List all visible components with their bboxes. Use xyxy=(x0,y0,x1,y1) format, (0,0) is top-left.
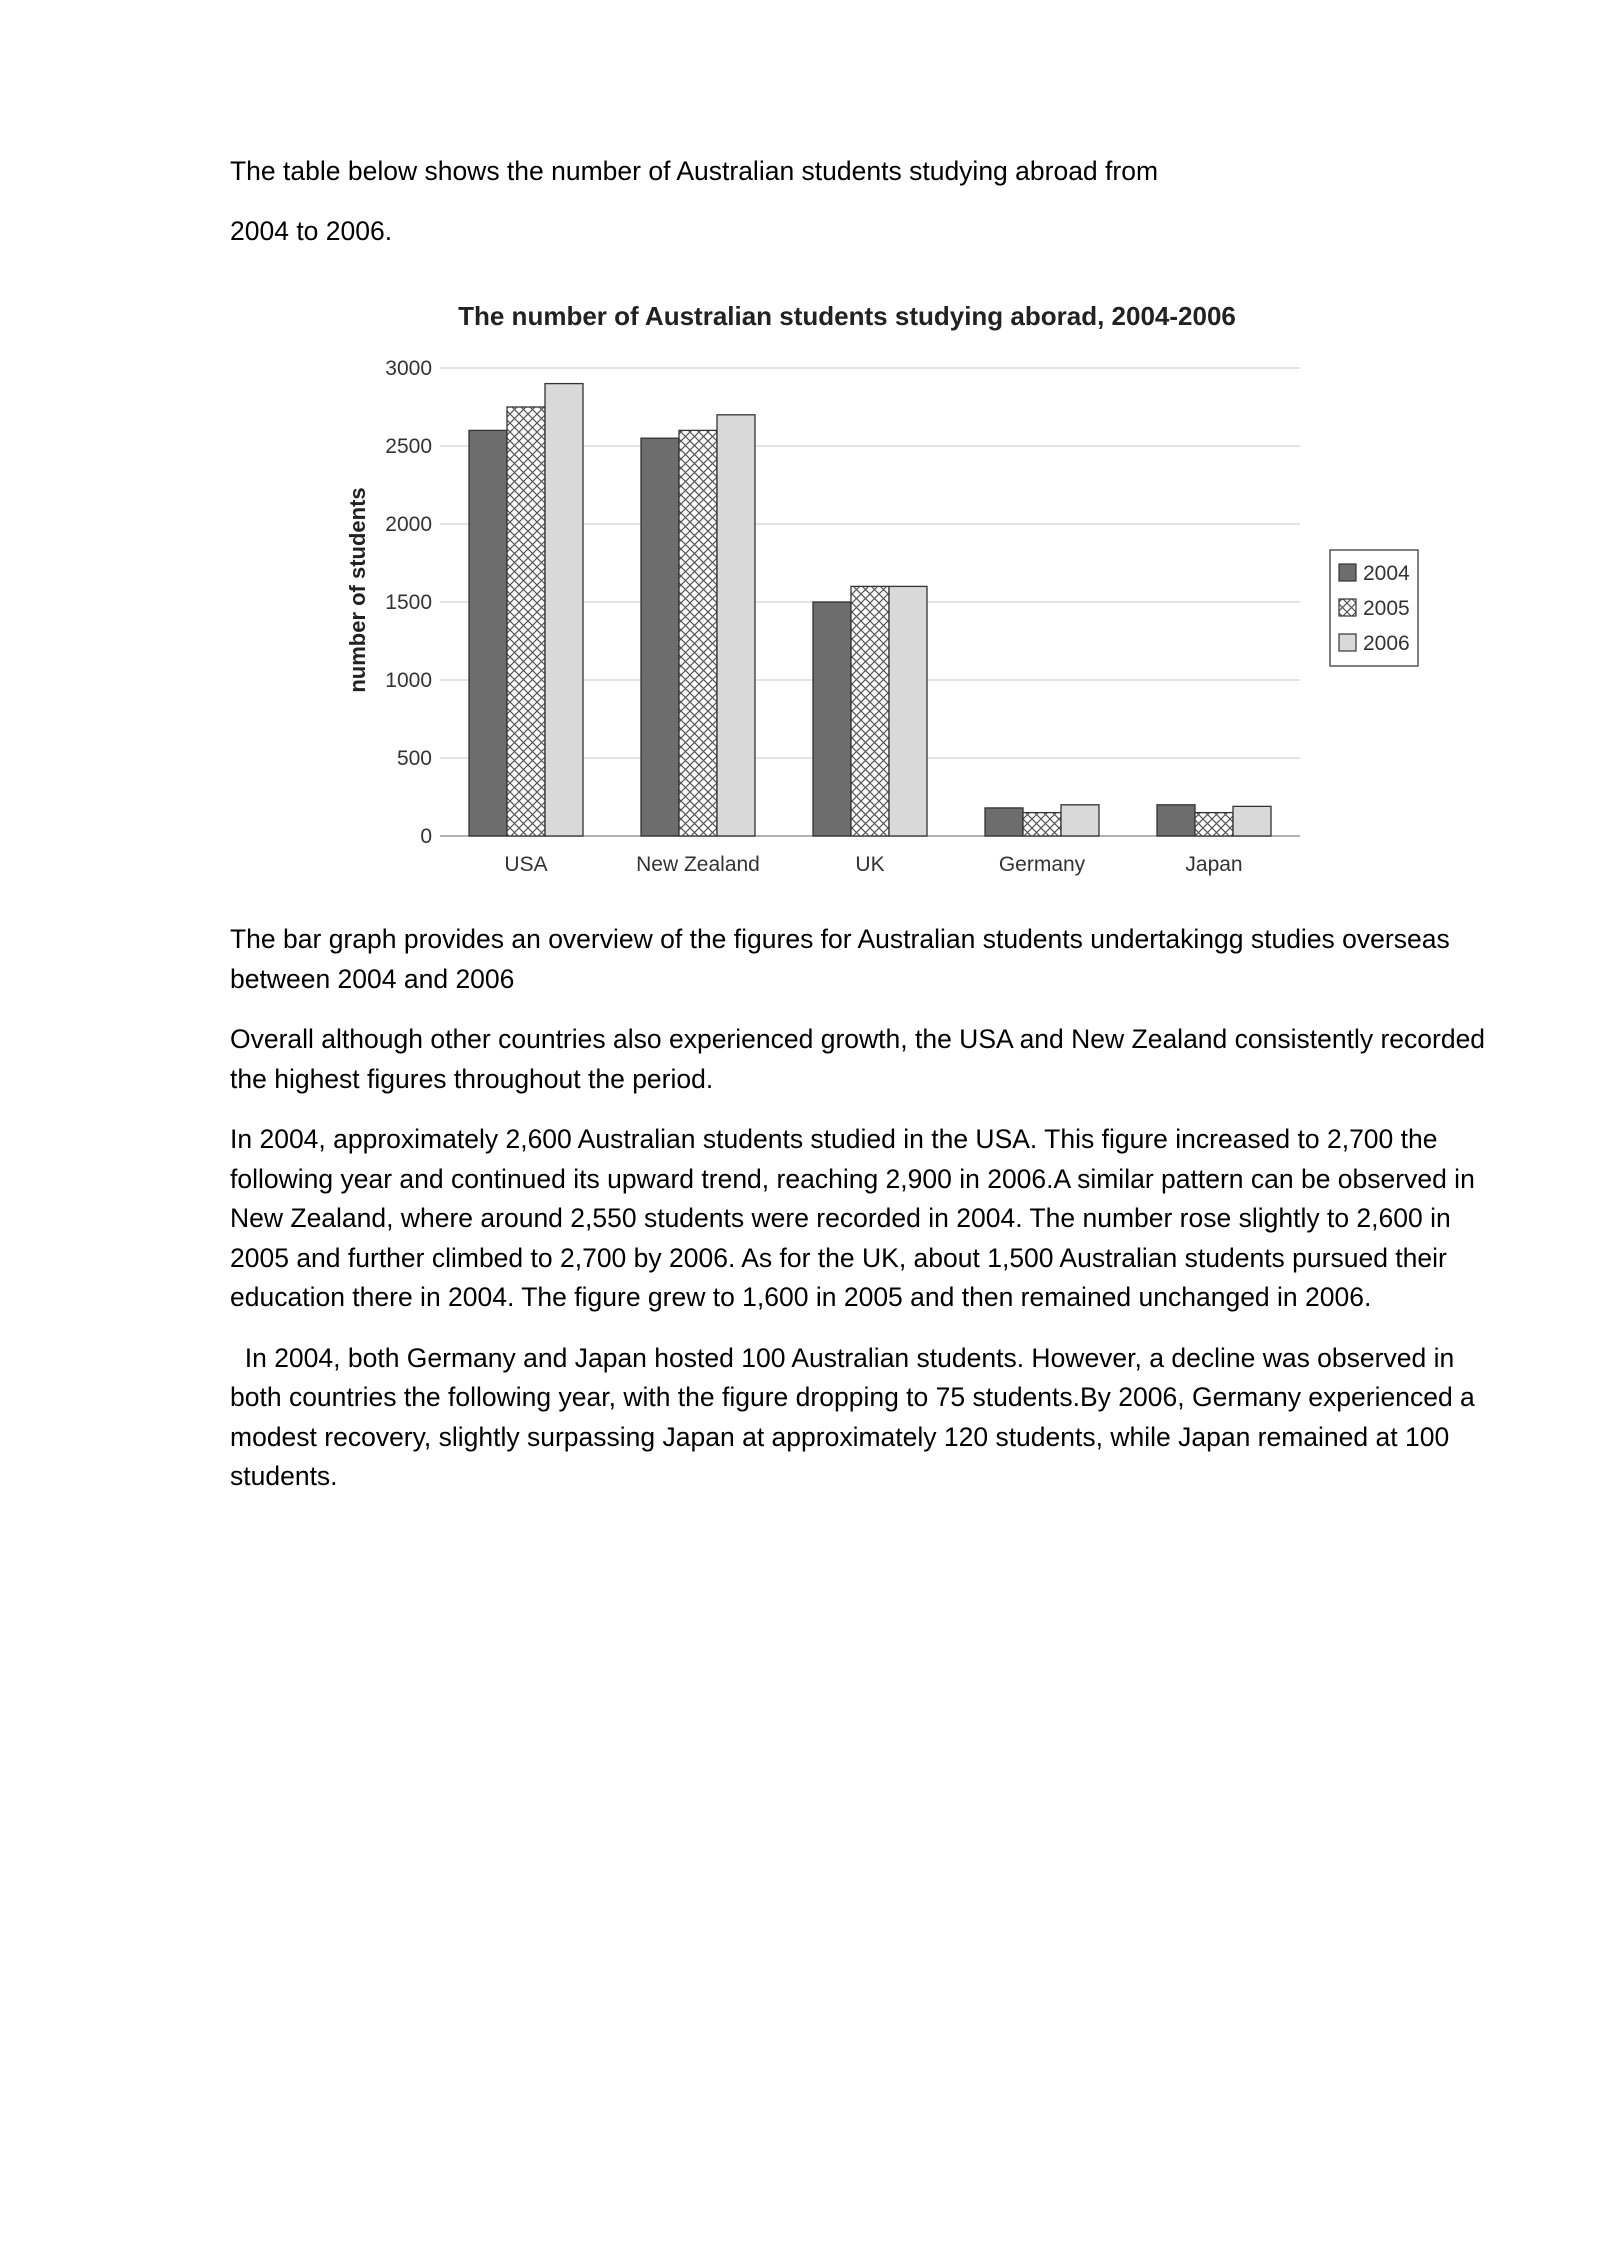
paragraph-overall: Overall although other countries also experienced growth, the USA and New Zealand consistently recorded the highest figures throughout the period. xyxy=(230,1024,1486,1094)
y-tick-label: 2500 xyxy=(385,435,432,458)
bars xyxy=(469,384,1271,836)
y-tick-label: 1500 xyxy=(385,591,432,614)
bar-uk-2005 xyxy=(851,586,889,836)
legend-swatch-2004 xyxy=(1339,564,1356,581)
bar-new-zealand-2005 xyxy=(679,430,717,836)
y-tick-label: 500 xyxy=(396,747,432,770)
x-tick-label: USA xyxy=(504,853,548,876)
bar-japan-2004 xyxy=(1157,805,1195,836)
paragraph-germany-japan: In 2004, both Germany and Japan hosted 100 Australian students. However, a decline was observed in both countries the following year, with the figure dropping to 75 students.By 2006, Germany experienced a modest recovery, slightly surpassing Japan at approximately 120 students, while Japan remained at 100 students. xyxy=(230,1342,1475,1491)
bar-usa-2004 xyxy=(469,430,507,836)
bar-usa-2006 xyxy=(545,384,583,836)
y-tick-label: 2000 xyxy=(385,513,432,536)
intro-line-1: The table below shows the number of Australian students studying abroad from xyxy=(230,156,1159,186)
x-tick-label: Germany xyxy=(998,853,1086,876)
paragraph-overview: The bar graph provides an overview of the figures for Australian students undertakingg studies overseas between 2004 and 2006 xyxy=(230,924,1450,994)
bar-usa-2005 xyxy=(507,407,545,836)
bar-uk-2006 xyxy=(889,586,927,836)
bar-germany-2004 xyxy=(985,808,1023,836)
x-tick-label: New Zealand xyxy=(636,853,760,876)
x-tick-label: Japan xyxy=(1185,853,1243,876)
paragraph-usa-nz-uk: In 2004, approximately 2,600 Australian students studied in the USA. This figure increased to 2,700 the following year and continued its upward trend, reaching 2,900 in 2006.A similar pattern can be observed in New Zealand, where around 2,550 students were recorded in 2004. The number rose slightly to 2,600 in 2005 and further climbed to 2,700 by 2006. As for the UK, about 1,500 Australian students pursued their education there in 2004. The figure grew to 1,600 in 2005 and then remained unchanged in 2006. xyxy=(230,1124,1475,1312)
legend-swatch-2005 xyxy=(1339,599,1356,616)
legend-label-2006: 2006 xyxy=(1363,632,1410,655)
legend-swatch-2006 xyxy=(1339,634,1356,651)
y-axis-label: number of students xyxy=(345,487,370,693)
bar-chart-figure xyxy=(330,288,1430,888)
bar-germany-2006 xyxy=(1061,805,1099,836)
body-paragraphs xyxy=(230,920,1500,1518)
bar-japan-2005 xyxy=(1195,813,1233,836)
y-tick-label: 3000 xyxy=(385,357,432,380)
bar-chart xyxy=(330,288,1430,888)
legend-label-2005: 2005 xyxy=(1363,597,1410,620)
intro-line-2: 2004 to 2006. xyxy=(230,216,393,246)
bar-japan-2006 xyxy=(1233,806,1271,836)
legend xyxy=(1330,550,1418,666)
bar-uk-2004 xyxy=(813,602,851,836)
chart-title: The number of Australian students studying aborad, 2004-2006 xyxy=(458,301,1236,331)
bar-new-zealand-2004 xyxy=(641,438,679,836)
y-tick-label: 0 xyxy=(420,825,432,848)
bar-new-zealand-2006 xyxy=(717,415,755,836)
y-tick-label: 1000 xyxy=(385,669,432,692)
legend-label-2004: 2004 xyxy=(1363,562,1410,585)
x-tick-label: UK xyxy=(855,853,885,876)
bar-germany-2005 xyxy=(1023,813,1061,836)
